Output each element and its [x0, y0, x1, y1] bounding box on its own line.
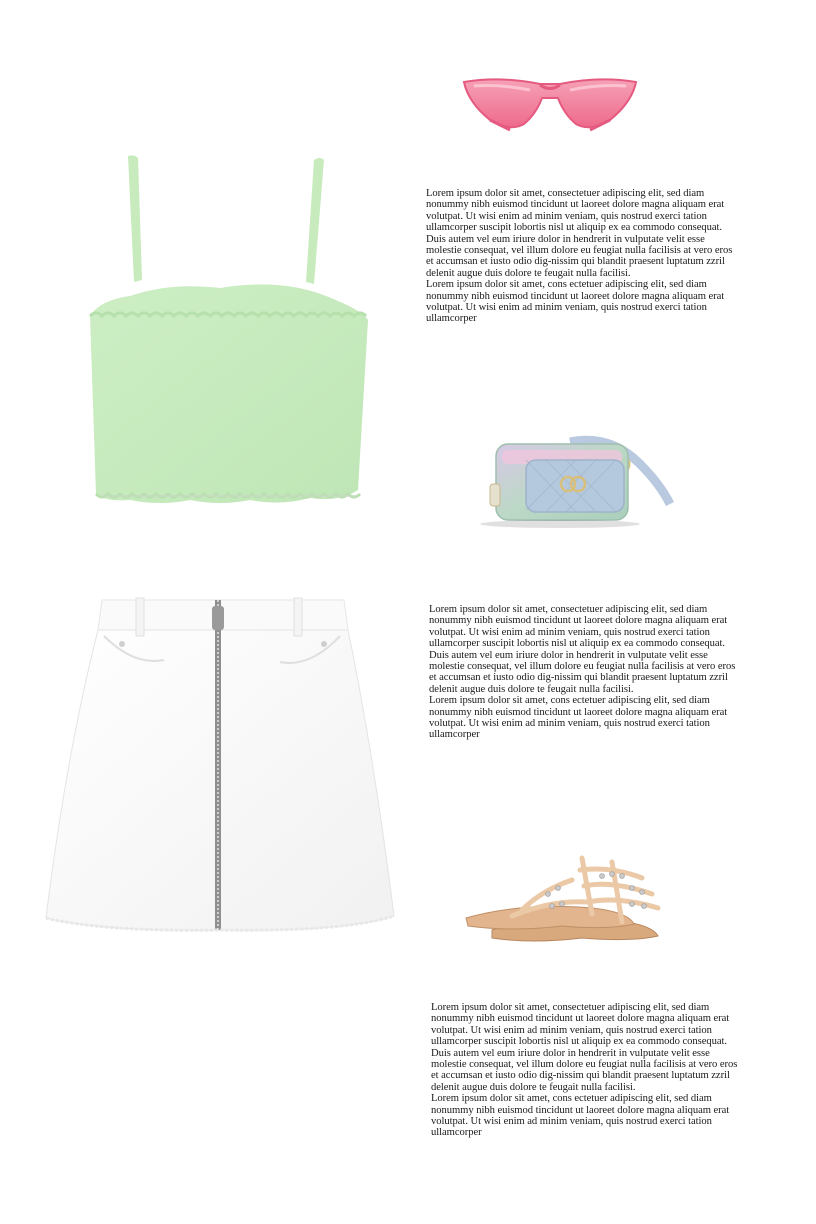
paragraph: Lorem ipsum dolor sit amet, cons ectetuer adipiscing elit, sed diam nonummy nibh euismod tincidunt ut laoreet dolore magna aliquam erat volutpat. Ut wisi enim ad minim veniam, quis nostrud exerci tation ullamcorper	[426, 279, 725, 325]
text-block-2	[429, 604, 739, 741]
text-block-1	[426, 188, 736, 325]
paragraph: Lorem ipsum dolor sit amet, cons ectetuer adipiscing elit, sed diam nonummy nibh euismod tincidunt ut laoreet dolore magna aliquam erat volutpat. Ut wisi enim ad minim veniam, quis nostrud exerci tation ullamcorper	[429, 695, 728, 741]
paragraph: Lorem ipsum dolor sit amet, cons ectetuer adipiscing elit, sed diam nonummy nibh euismod tincidunt ut laoreet dolore magna aliquam erat volutpat. Ut wisi enim ad minim veniam, quis nostrud exerci tation ullamcorper	[431, 1093, 730, 1139]
paragraph: Lorem ipsum dolor sit amet, consectetuer adipiscing elit, sed diam nonummy nibh euismod tincidunt ut laoreet dolore magna aliquam erat volutpat. Ut wisi enim ad minim veniam, quis nostrud exerci tation ullamcorper suscipit lobortis nisl ut aliquip ex ea commodo consequat. Duis autem vel eum iriure dolor in hendrerit in vulputate velit esse molestie consequat, vel illum dolore eu feugiat nulla facilisis at vero eros et accumsan et iusto odio dig-nissim qui blandit praesent luptatum zzril delenit augue duis dolore te feugait nulla facilisi.	[431, 1002, 738, 1093]
sunglasses-image	[460, 72, 640, 138]
text-block-3	[431, 1002, 741, 1139]
crop-top-image	[70, 150, 375, 510]
crossbody-bag-image	[470, 434, 676, 528]
sandals-image	[462, 850, 668, 954]
paragraph: Lorem ipsum dolor sit amet, consectetuer adipiscing elit, sed diam nonummy nibh euismod tincidunt ut laoreet dolore magna aliquam erat volutpat. Ut wisi enim ad minim veniam, quis nostrud exerci tation ullamcorper suscipit lobortis nisl ut aliquip ex ea commodo consequat. Duis autem vel eum iriure dolor in hendrerit in vulputate velit esse molestie consequat, vel illum dolore eu feugiat nulla facilisis at vero eros et accumsan et iusto odio dig-nissim qui blandit praesent luptatum zzril delenit augue duis dolore te feugait nulla facilisi.	[429, 604, 736, 695]
paragraph: Lorem ipsum dolor sit amet, consectetuer adipiscing elit, sed diam nonummy nibh euismod tincidunt ut laoreet dolore magna aliquam erat volutpat. Ut wisi enim ad minim veniam, quis nostrud exerci tation ullamcorper suscipit lobortis nisl ut aliquip ex ea commodo consequat. Duis autem vel eum iriure dolor in hendrerit in vulputate velit esse molestie consequat, vel illum dolore eu feugiat nulla facilisis at vero eros et accumsan et iusto odio dig-nissim qui blandit praesent luptatum zzril delenit augue duis dolore te feugait nulla facilisi.	[426, 188, 733, 279]
denim-skirt-image	[44, 596, 396, 938]
